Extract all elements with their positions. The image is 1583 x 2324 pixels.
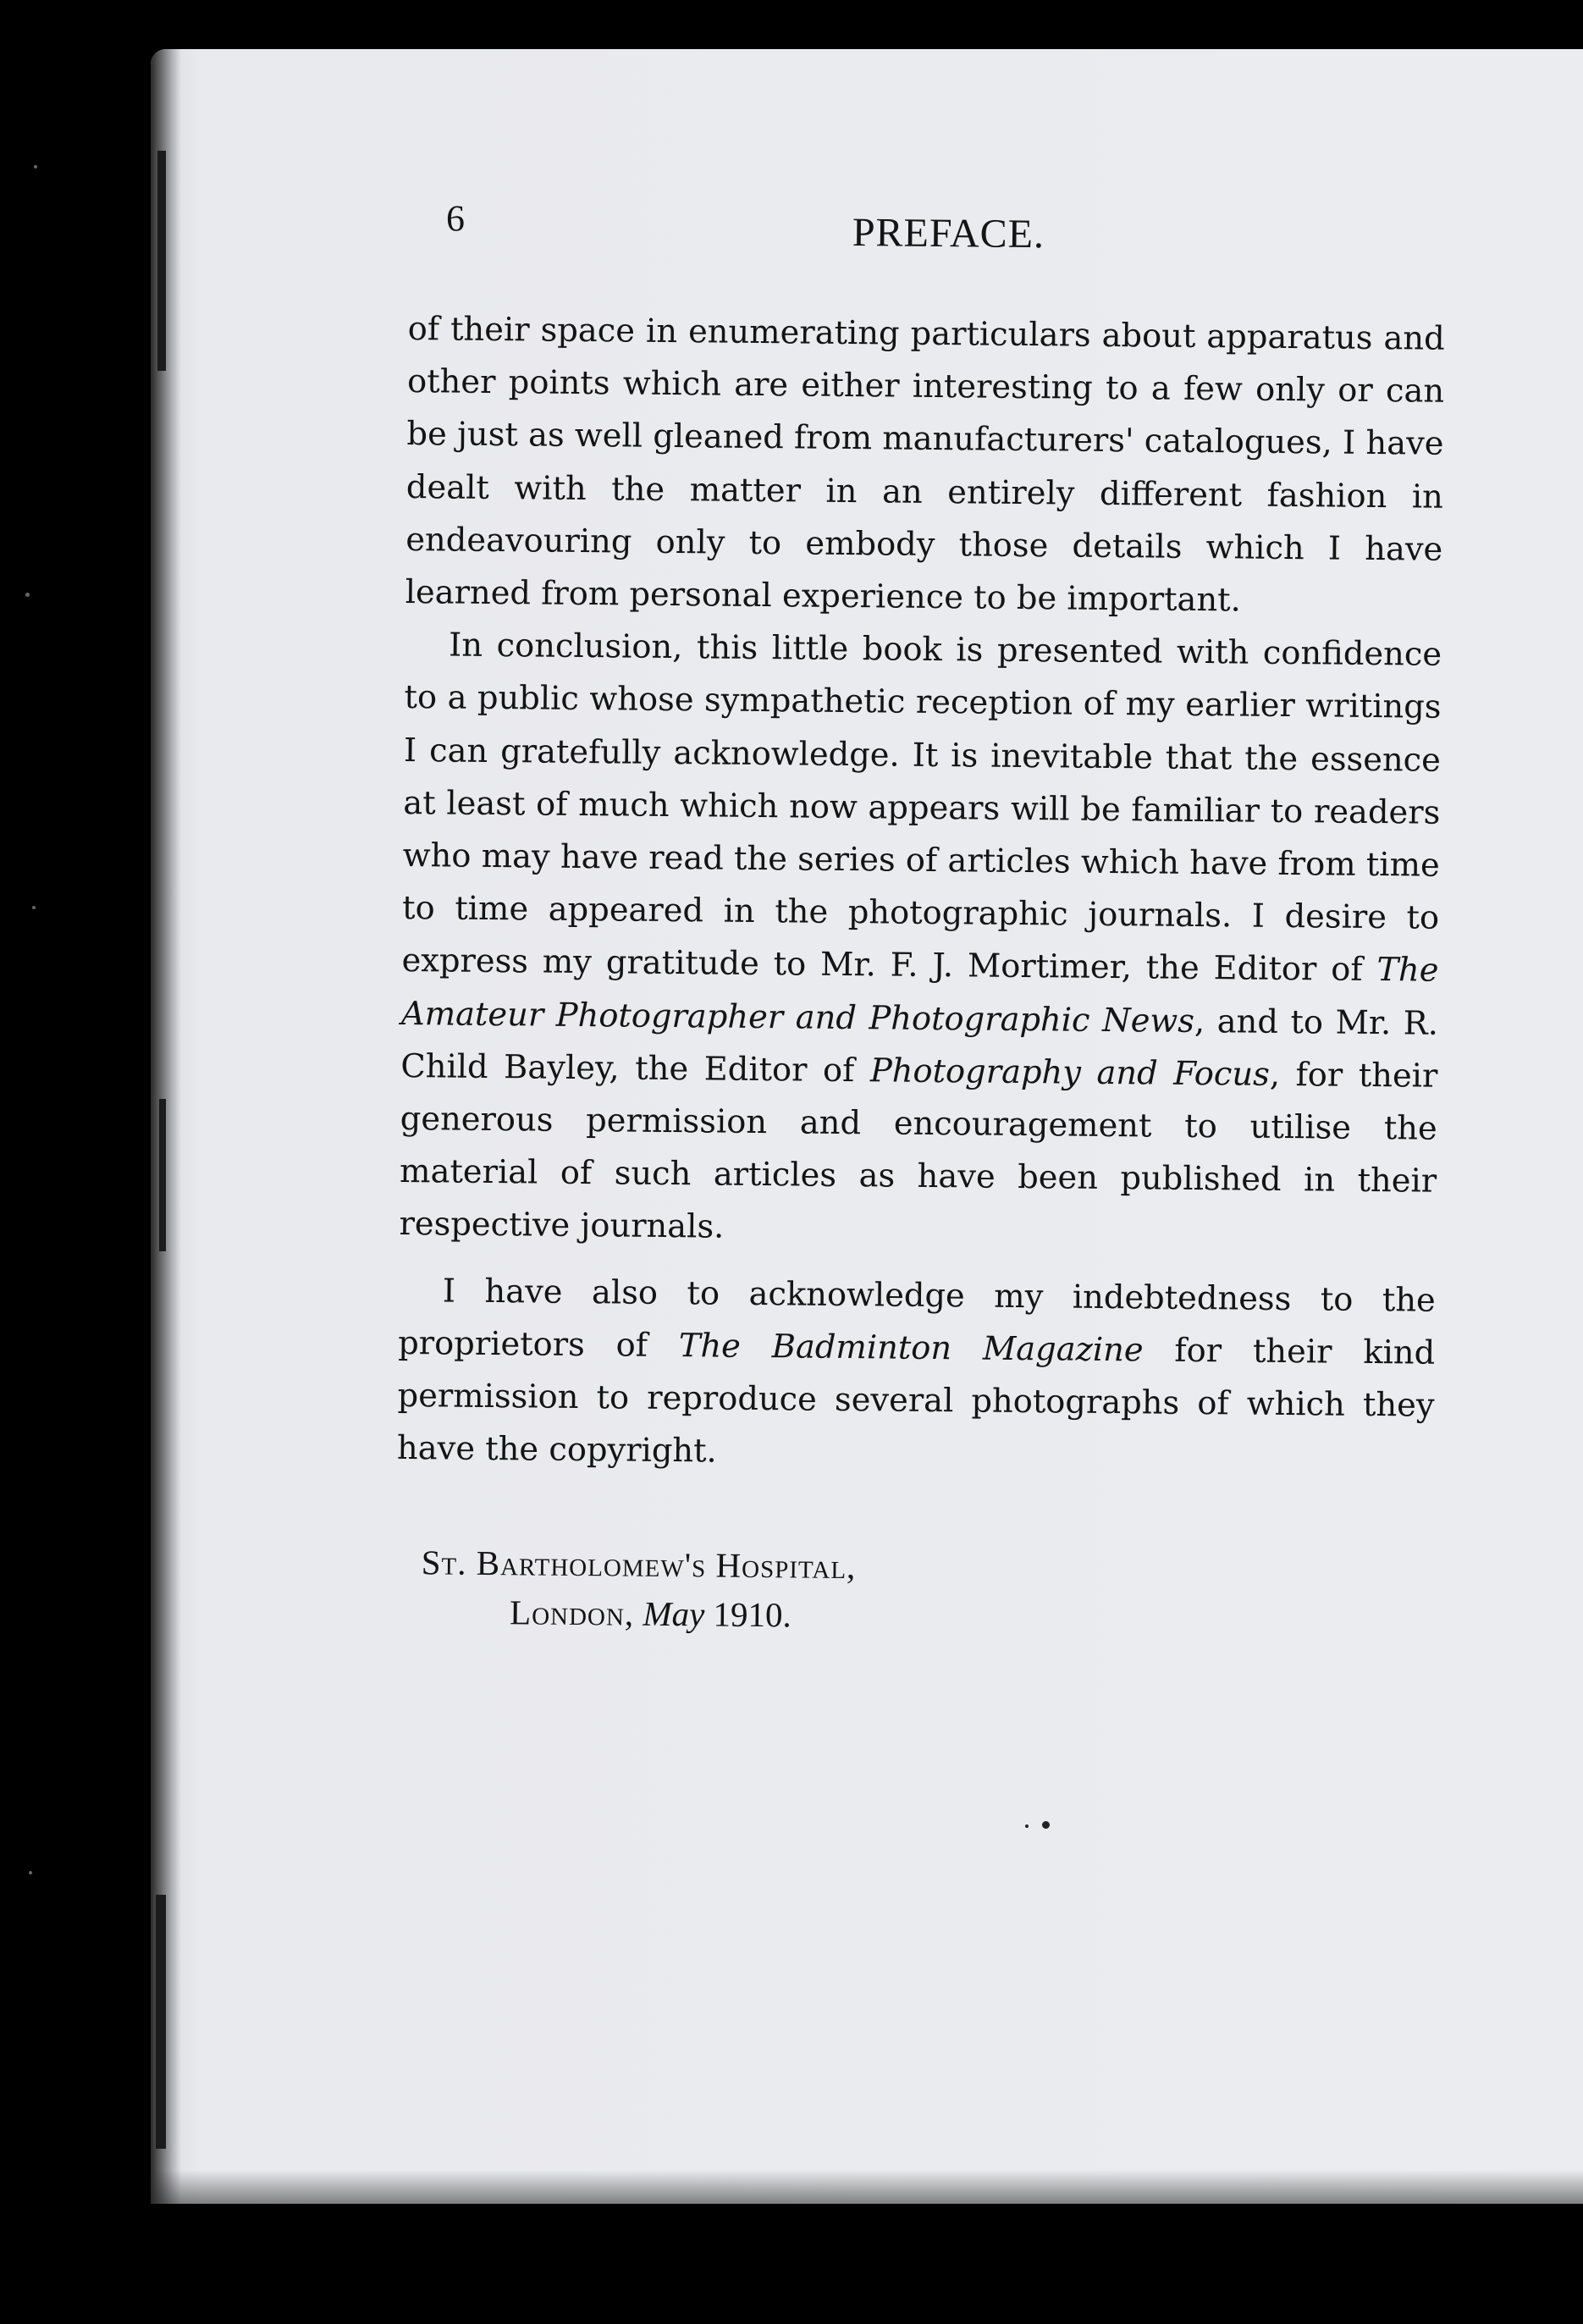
publication-title: Photography and Focus bbox=[869, 1052, 1271, 1094]
binding-mark bbox=[156, 1895, 166, 2149]
signature-block bbox=[395, 1537, 1433, 1646]
ink-speck bbox=[1042, 1821, 1050, 1829]
page-number: 6 bbox=[445, 197, 466, 240]
body-text bbox=[397, 303, 1445, 1485]
signature-institution: St. Bartholomew's Hospital, bbox=[421, 1543, 857, 1587]
edge-speck bbox=[29, 1871, 32, 1874]
running-head bbox=[407, 197, 1445, 391]
edge-speck bbox=[25, 593, 30, 597]
ink-speck bbox=[1025, 1824, 1029, 1828]
paragraph-text: , for their generous permission and encouragement to utilise the material of such articles as have been published in their respective journals. bbox=[399, 1055, 1438, 1247]
paragraph-text: , and to Mr. R. Child Bayley, the Editor of bbox=[400, 1002, 1439, 1090]
edge-speck bbox=[32, 906, 36, 909]
page-bottom-shadow bbox=[151, 2170, 1583, 2204]
paragraph-text: In conclusion, this little book is presented with confidence to a public whose sympathetic reception of my earlier writings I can gratefully acknowledge. It is inevitable that the essence at least of much which now appears will be familiar to readers who may have read the series of articles which have from time to time appeared in the photographic journals. I desire to express my gratitude to Mr. F. J. Mortimer, the Editor of bbox=[401, 626, 1442, 990]
signature-city: London, bbox=[509, 1593, 635, 1634]
paragraph-text: for their kind permission to reproduce several photographs of which they have the copyright. bbox=[396, 1331, 1436, 1471]
paragraph-text: of their space in enumerating particulars about apparatus and other points which are either interesting to a few only or can be just as well gleaned from manufacturers' catalogues, I have dealt with the matter in an entirely different fashion in endeavouring only to embody those details which I have learned from personal experience to be important. bbox=[405, 309, 1445, 620]
binding-edge bbox=[151, 49, 181, 2204]
signature-place-date bbox=[395, 1587, 1433, 1646]
signature-month: May bbox=[643, 1594, 705, 1634]
binding-mark bbox=[159, 1099, 166, 1251]
page-title: PREFACE. bbox=[852, 210, 1045, 257]
page-text-block bbox=[395, 197, 1445, 1646]
signature-year: 1910. bbox=[713, 1595, 792, 1635]
publication-title: The Amateur Photographer and Photographic News bbox=[400, 951, 1439, 1041]
binding-mark bbox=[157, 151, 166, 371]
paragraph bbox=[399, 619, 1442, 1261]
paragraph-text: I have also to acknowledge my indebtedness to the proprietors of bbox=[398, 1272, 1436, 1365]
paragraph bbox=[397, 1265, 1436, 1486]
edge-speck bbox=[34, 165, 37, 168]
publication-title: The Badminton Magazine bbox=[678, 1326, 1144, 1370]
